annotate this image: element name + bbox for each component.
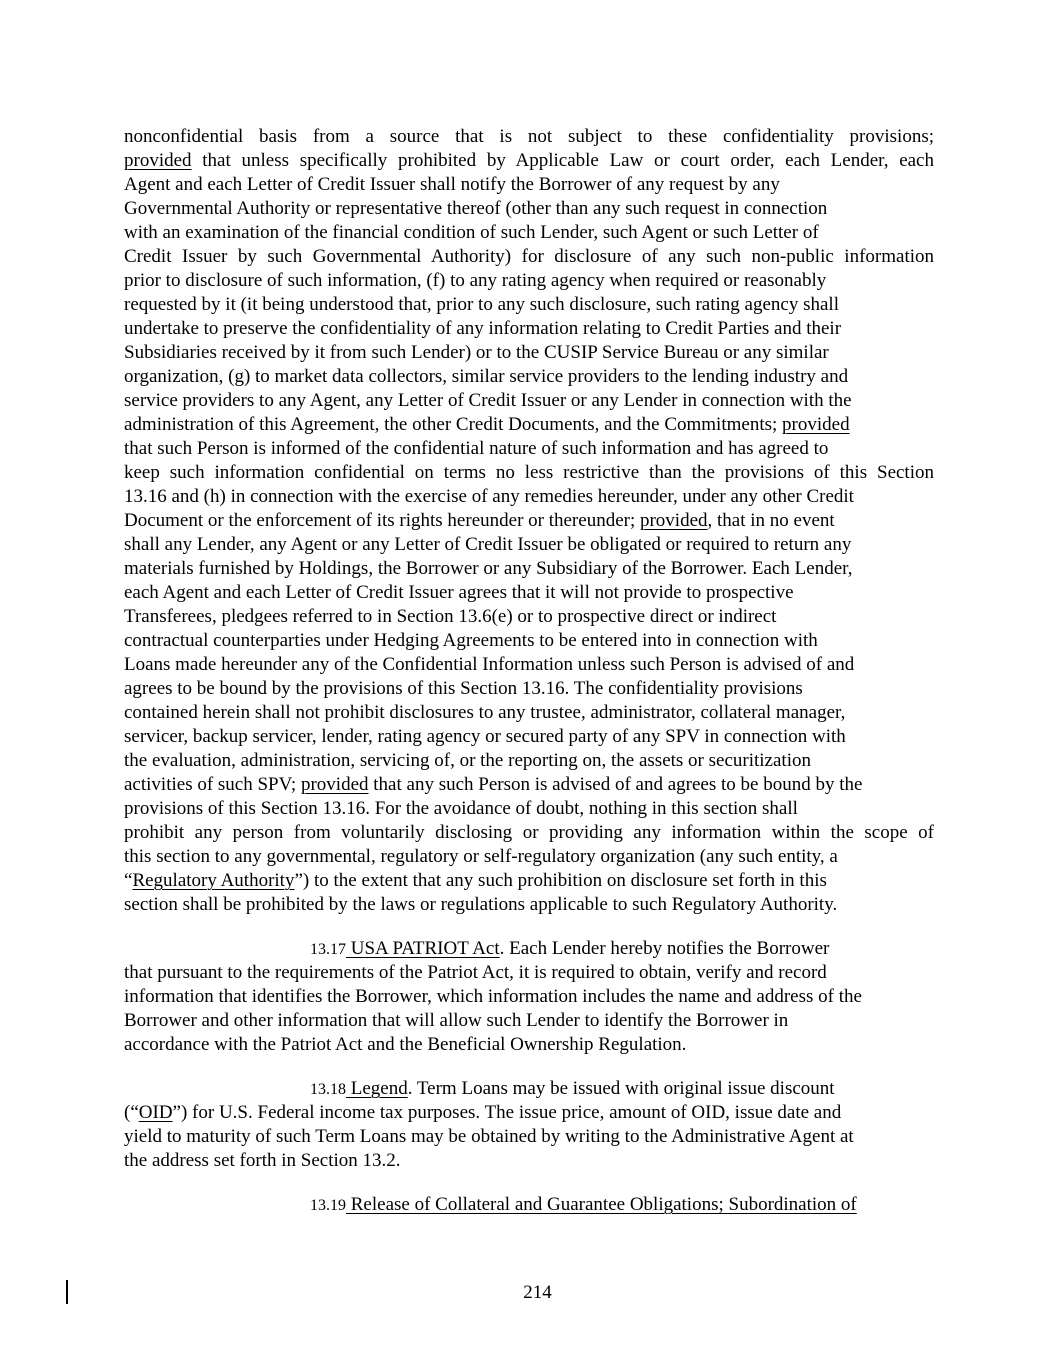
text-line: each Agent and each Letter of Credit Issuer agrees that it will not provide to prospective: [124, 582, 794, 603]
section-heading-line: [310, 1077, 934, 1101]
text-line: yield to maturity of such Term Loans may be obtained by writing to the Administrative Agent at: [124, 1126, 854, 1147]
text-line: contained herein shall not prohibit disclosures to any trustee, administrator, collateral manager,: [124, 702, 846, 723]
text-line: undertake to preserve the confidentiality of any information relating to Credit Parties and their: [124, 318, 842, 339]
section-heading-line: [310, 1193, 934, 1217]
text-line: agrees to be bound by the provisions of this Section 13.16. The confidentiality provisions: [124, 678, 803, 699]
text-span: that unless specifically prohibited by Applicable Law or court order, each Lender, each: [191, 150, 934, 171]
section-number: 13.18: [310, 1081, 346, 1098]
text-line: prohibit any person from voluntarily disclosing or providing any information within the scope of: [124, 822, 934, 843]
defined-term: provided: [639, 510, 708, 531]
section-heading-line: [310, 937, 934, 961]
text-line: [124, 1101, 934, 1125]
text-span: ”) for U.S. Federal income tax purposes. The issue price, amount of OID, issue date and: [172, 1102, 842, 1123]
text-line: Governmental Authority or representative thereof (other than any such request in connection: [124, 198, 828, 219]
text-line: organization, (g) to market data collectors, similar service providers to the lending industry and: [124, 366, 849, 387]
section-number: 13.19: [310, 1197, 346, 1214]
text-line: [124, 509, 934, 533]
text-span: , that in no event: [707, 510, 835, 531]
text-line: service providers to any Agent, any Letter of Credit Issuer or any Lender in connection with the: [124, 390, 852, 411]
text-span: (“: [124, 1102, 139, 1123]
text-span: activities of such SPV;: [124, 774, 301, 795]
text-span: “: [124, 870, 133, 891]
defined-term: Regulatory Authority: [132, 870, 295, 891]
text-span: ”) to the extent that any such prohibition on disclosure set forth in this: [294, 870, 827, 891]
text-line: Borrower and other information that will allow such Lender to identify the Borrower in: [124, 1010, 789, 1031]
text-line: the evaluation, administration, servicing of, or the reporting on, the assets or securitization: [124, 750, 811, 771]
text-line: [124, 149, 934, 173]
text-line: shall any Lender, any Agent or any Letter of Credit Issuer be obligated or required to return any: [124, 534, 852, 555]
text-line: with an examination of the financial condition of such Lender, such Agent or such Letter of: [124, 222, 819, 243]
text-line: [124, 869, 934, 893]
text-line: [124, 773, 934, 797]
text-line: servicer, backup servicer, lender, rating agency or secured party of any SPV in connection with: [124, 726, 846, 747]
section-heading: Release of Collateral and Guarantee Obligations; Subordination of: [346, 1194, 857, 1215]
text-span: administration of this Agreement, the other Credit Documents, and the Commitments;: [124, 414, 783, 435]
text-line: Subsidiaries received by it from such Lender) or to the CUSIP Service Bureau or any similar: [124, 342, 829, 363]
text-line: this section to any governmental, regulatory or self-regulatory organization (any such entity, a: [124, 846, 838, 867]
text-line: information that identifies the Borrower, which information includes the name and address of the: [124, 986, 862, 1007]
text-line: section shall be prohibited by the laws or regulations applicable to such Regulatory Authority.: [124, 894, 838, 915]
defined-term: provided: [782, 414, 850, 435]
text-span: that any such Person is advised of and agrees to be bound by the: [368, 774, 863, 795]
page-number: 214: [523, 1282, 552, 1303]
text-line: materials furnished by Holdings, the Borrower or any Subsidiary of the Borrower. Each Lender,: [124, 558, 853, 579]
section-heading: USA PATRIOT Act: [346, 938, 500, 959]
text-line: nonconfidential basis from a source that is not subject to these confidentiality provisions;: [124, 126, 934, 147]
text-line: contractual counterparties under Hedging Agreements to be entered into in connection with: [124, 630, 818, 651]
text-span: . Term Loans may be issued with original issue discount: [407, 1078, 835, 1099]
text-line: Credit Issuer by such Governmental Authority) for disclosure of any such non-public information: [124, 246, 934, 267]
text-line: that such Person is informed of the confidential nature of such information and has agreed to: [124, 438, 829, 459]
text-line: the address set forth in Section 13.2.: [124, 1150, 401, 1171]
text-line: Loans made hereunder any of the Confidential Information unless such Person is advised of and: [124, 654, 855, 675]
text-line: provisions of this Section 13.16. For the avoidance of doubt, nothing in this section shall: [124, 798, 798, 819]
text-line: Agent and each Letter of Credit Issuer shall notify the Borrower of any request by any: [124, 174, 780, 195]
text-line: keep such information confidential on terms no less restrictive than the provisions of this Section: [124, 462, 934, 483]
section-number: 13.17: [310, 941, 346, 958]
text-span: . Each Lender hereby notifies the Borrower: [499, 938, 830, 959]
text-span: Document or the enforcement of its rights hereunder or thereunder;: [124, 510, 640, 531]
text-line: Transferees, pledgees referred to in Section 13.6(e) or to prospective direct or indirect: [124, 606, 777, 627]
text-line: prior to disclosure of such information, (f) to any rating agency when required or reasonably: [124, 270, 827, 291]
text-line: 13.16 and (h) in connection with the exercise of any remedies hereunder, under any other Credit: [124, 486, 854, 507]
section-heading: Legend: [346, 1078, 408, 1099]
text-line: requested by it (it being understood that, prior to any such disclosure, such rating agency shall: [124, 294, 839, 315]
defined-term: provided: [300, 774, 369, 795]
defined-term: provided: [124, 150, 192, 171]
defined-term: OID: [138, 1102, 173, 1123]
text-line: [124, 413, 934, 437]
text-line: that pursuant to the requirements of the Patriot Act, it is required to obtain, verify and record: [124, 962, 827, 983]
text-line: accordance with the Patriot Act and the Beneficial Ownership Regulation.: [124, 1034, 687, 1055]
